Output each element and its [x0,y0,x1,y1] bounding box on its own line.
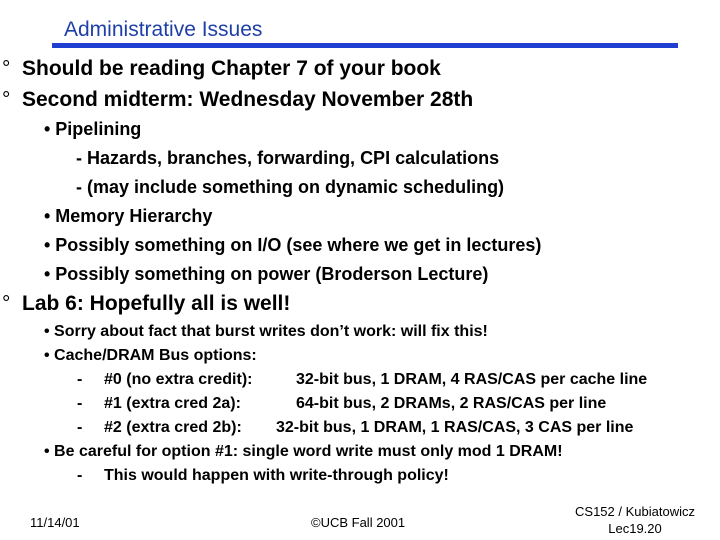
lab-careful: • Be careful for option #1: single word write must only mod 1 DRAM! [44,443,563,460]
footer-course: CS152 / Kubiatowicz [575,504,695,519]
option-row-1-label: #1 (extra cred 2a): [104,395,241,412]
option-row-0-desc: 32-bit bus, 1 DRAM, 4 RAS/CAS per cache line [296,371,648,388]
bullet-reading [2,57,441,81]
lab-through-dash: - [77,467,83,484]
option-row-1-dash: - [77,395,83,412]
bullet-midterm [2,88,473,112]
option-row-0-dash: - [77,371,83,388]
lab-sorry: • Sorry about fact that burst writes don’t work: will fix this! [44,323,488,340]
lab-options: • Cache/DRAM Bus options: [44,347,257,364]
bullet-reading-text: Should be reading Chapter 7 of your book [22,57,441,80]
midterm-memory: • Memory Hierarchy [44,206,213,226]
footer-copyright: ©UCB Fall 2001 [311,515,406,530]
footer-course-box [560,503,710,537]
footer-date: 11/14/01 [30,515,80,530]
bullet-marker: ° [2,57,11,80]
midterm-pipelining: • Pipelining [44,119,142,139]
option-row-1-desc: 64-bit bus, 2 DRAMs, 2 RAS/CAS per line [296,395,607,412]
option-row-2-label: #2 (extra cred 2b): [104,419,242,436]
midterm-io: • Possibly something on I/O (see where we get in lectures) [44,235,542,255]
slide-title: Administrative Issues [64,18,263,41]
bullet-marker: ° [2,88,11,111]
bullet-midterm-text: Second midterm: Wednesday November 28th [22,88,474,111]
title-underline [52,43,678,48]
midterm-power: • Possibly something on power (Broderson Lecture) [44,264,489,284]
bullet-lab-text: Lab 6: Hopefully all is well! [22,292,291,315]
option-row-2-dash: - [77,419,83,436]
lab-through: This would happen with write-through policy! [104,467,449,484]
bullet-marker: ° [2,292,11,315]
midterm-pipelining-sub2: - (may include something on dynamic scheduling) [76,177,505,197]
footer-lecture: Lec19.20 [608,521,662,536]
option-row-2-desc: 32-bit bus, 1 DRAM, 1 RAS/CAS, 3 CAS per line [276,419,634,436]
midterm-pipelining-sub1: - Hazards, branches, forwarding, CPI calculations [76,148,500,168]
bullet-lab [2,292,290,316]
option-row-0-label: #0 (no extra credit): [104,371,253,388]
